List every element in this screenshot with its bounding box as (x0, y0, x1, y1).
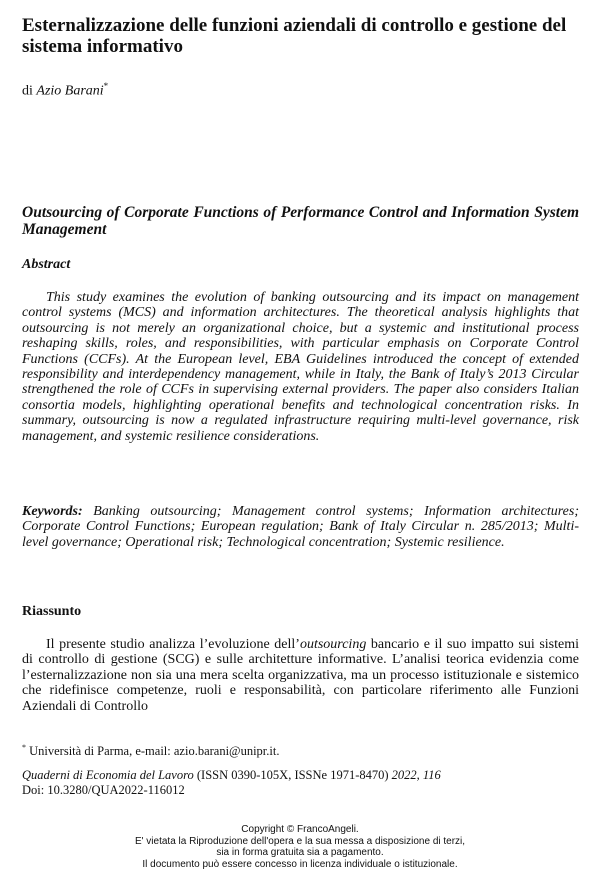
journal-citation (22, 768, 579, 798)
abstract-heading: Abstract (22, 257, 71, 272)
journal-name: Quaderni di Economia del Lavoro (22, 768, 194, 782)
journal-issn: (ISSN 0390-105X, ISSNe 1971-8470) (193, 768, 392, 782)
paper-title: Esternalizzazione delle funzioni aziendali di controllo e gestione del sistema informativo (22, 15, 567, 57)
keywords-paragraph (22, 504, 579, 550)
doi: Doi: 10.3280/QUA2022-116012 (22, 783, 185, 797)
copyright-line: sia in forma gratuita sia a pagamento. (216, 847, 384, 859)
riassunto-text (22, 637, 579, 714)
riassunto-italic-term: outsourcing (299, 637, 367, 652)
copyright-line: E' vietata la Riproduzione dell'opera e la sua messa a disposizione di terzi, (134, 835, 466, 847)
author-prefix: di (22, 83, 33, 99)
journal-issue: 2022, 116 (391, 768, 441, 782)
riassunto-text-start: Il presente studio analizza l’evoluzione dell’ (46, 637, 300, 652)
author-name: Azio Barani (36, 83, 104, 99)
keywords-text: Banking outsourcing; Management control systems; Information architectures; Corporate Control Functions; European regulation; Bank of Italy Circular n. 285/2013; Multi-level governance; Operational risk; Technological concentration; Systemic resilience. (22, 504, 580, 550)
riassunto-text-end: bancario e il suo impatto sui sistemi di controllo di gestione (SCG) e sulle architetture informative. L’analisi teorica evidenzia come l’esternalizzazione non sia una mera scelta organizzativa, ma un processo istituzionale e sistemico che ridefinisce competenze, ruoli e responsabilità, con particolare riferimento alle Funzioni Aziendali di Controllo (22, 637, 579, 714)
keywords-label: Keywords: (22, 504, 83, 519)
english-title: Outsourcing of Corporate Functions of Performance Control and Information System Management (22, 204, 579, 238)
footnote-mark: * (22, 743, 26, 752)
footnote (22, 740, 579, 759)
author-footnote-mark: * (103, 81, 109, 91)
author-line (22, 78, 579, 100)
copyright-notice (0, 824, 600, 870)
riassunto-heading: Riassunto (22, 604, 82, 619)
abstract-text: This study examines the evolution of banking outsourcing and its impact on management control systems (MCS) and information architectures. The theoretical analysis highlights that outsourcing is not merely an organizational choice, but a systemic and institutional process reshaping skills, roles, and responsibilities, with particular emphasis on Corporate Control Functions (CCFs). At the European level, EBA Guidelines introduced the concept of extended responsibility and interdependency management, while in Italy, the Bank of Italy’s 2013 Circular strengthened the role of CCFs in supervising external providers. The paper also considers Italian consortia models, highlighting operational benefits and technological concentration risks. In summary, outsourcing is now a regulated infrastructure requiring multi-level governance, risk management, and systemic resilience considerations. (22, 290, 579, 444)
copyright-line: Copyright © FrancoAngeli. (241, 824, 359, 835)
footnote-text: Università di Parma, e-mail: azio.barani@unipr.it. (29, 744, 280, 759)
copyright-line: Il documento può essere concesso in licenza individuale o istituzionale. (142, 858, 458, 870)
